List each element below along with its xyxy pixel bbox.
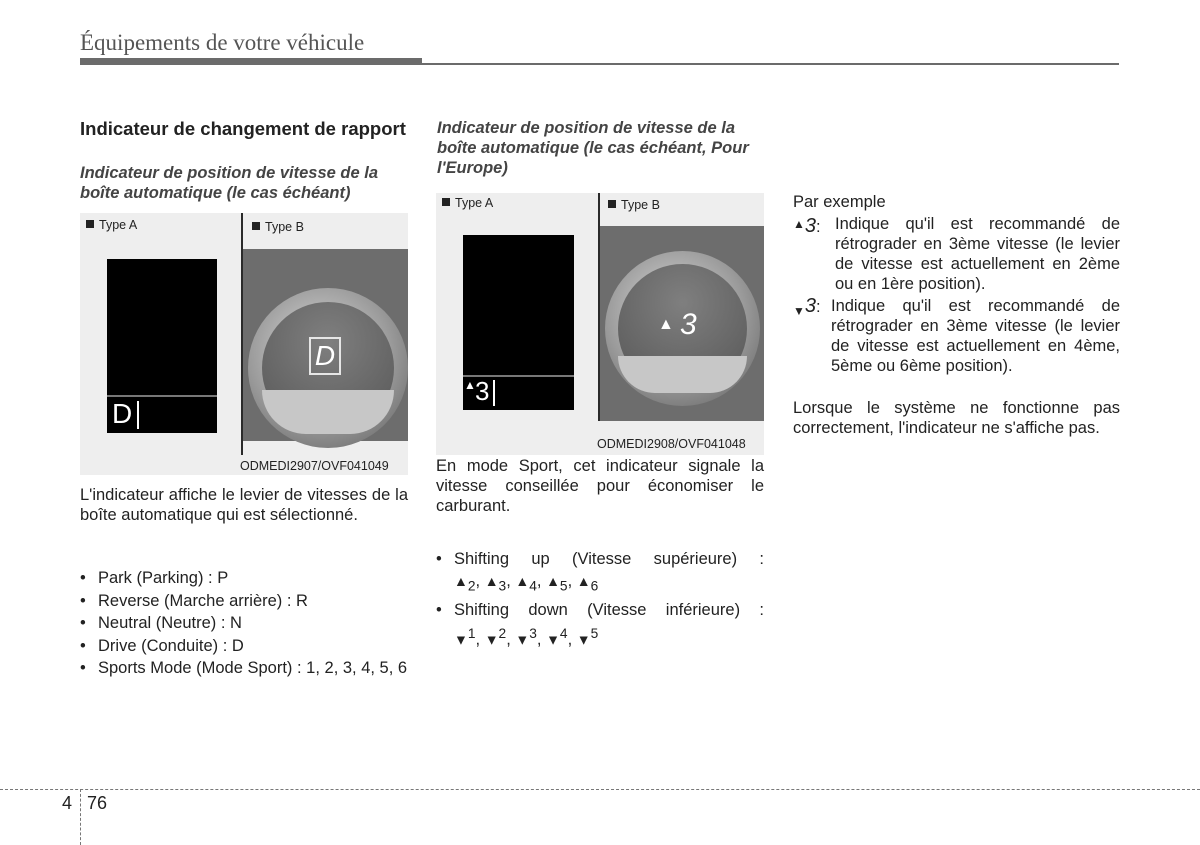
list-item: • Park (Parking) : P xyxy=(80,567,408,590)
lcd-cursor xyxy=(493,380,495,406)
figure-caption: ODMEDI2908/OVF041048 xyxy=(597,437,746,451)
down-shift-icon: ▼3: xyxy=(793,295,821,318)
lcd-display xyxy=(463,235,574,410)
square-bullet-icon xyxy=(608,200,616,208)
example-down-text: Indique qu'il est recommandé de rétrograder en 3ème vitesse (le levier de vitesse est actuellement en 4ème, 5ème ou 6ème position). xyxy=(831,297,1120,375)
down-arrow-icon: ▼ xyxy=(454,631,468,648)
section-heading: Indicateur de changement de rapport xyxy=(80,118,406,139)
square-bullet-icon xyxy=(86,220,94,228)
middle-paragraph: En mode Sport, cet indicateur signale la vitesse conseillée pour économiser le carburant. xyxy=(436,457,764,515)
up-arrow-icon: ▲ xyxy=(658,316,674,333)
shift-down-values: ▼$^1$, ▼$^2$, ▼$^3$, ▼$^4$, ▼$^5$ xyxy=(454,626,599,649)
lcd-cursor xyxy=(137,401,139,429)
page-number: 76 xyxy=(87,793,108,813)
gauge-gear-char: 3 xyxy=(680,308,697,341)
figure-caption: ODMEDI2907/OVF041049 xyxy=(240,459,389,473)
shift-up-item: • Shifting up (Vitesse supérieure) : $▲_2$, $▲_3$, $▲_4$, $▲_5$, $▲_6$ xyxy=(436,549,764,596)
up-arrow-icon: ▲ xyxy=(484,573,499,589)
lcd-separator xyxy=(107,395,217,397)
header-rule-thin xyxy=(422,63,1119,65)
gauge-ring xyxy=(248,288,408,448)
square-bullet-icon xyxy=(442,198,450,206)
header-rule-bold xyxy=(80,58,422,65)
down-arrow-icon: ▼ xyxy=(515,631,530,648)
shift-down-label: Shifting down (Vitesse inférieure) : xyxy=(454,601,764,619)
shift-up-values: $▲_2$, $▲_3$, $▲_4$, $▲_5$, $▲_6$ xyxy=(454,572,599,594)
footer-rule xyxy=(0,789,1200,790)
gauge-ring xyxy=(605,251,760,406)
down-arrow-icon: ▼ xyxy=(576,631,591,648)
shift-down-item: • Shifting down (Vitesse inférieure) : ▼$^1$, ▼$^2$, ▼$^3$, ▼$^4$, ▼$^5$ xyxy=(436,601,764,649)
lcd-display xyxy=(107,259,217,433)
square-bullet-icon xyxy=(252,222,260,230)
gear-list xyxy=(80,567,408,680)
up-shift-icon: ▲3: xyxy=(793,215,821,237)
up-arrow-icon: ▲ xyxy=(464,378,476,392)
example-down-item xyxy=(793,296,1120,376)
middle-subheading: Indicateur de position de vitesse de la boîte automatique (le cas échéant, Pour l'Europe) xyxy=(437,119,749,177)
type-b-label: Type B xyxy=(608,198,660,212)
list-item: • Sports Mode (Mode Sport) : 1, 2, 3, 4, 5, 6 xyxy=(80,657,408,680)
up-arrow-icon: ▲ xyxy=(454,573,468,589)
example-up-item xyxy=(793,214,1120,294)
type-a-label: Type A xyxy=(442,196,493,210)
gauge-lower-arc xyxy=(262,390,394,434)
lcd-gear-char: D xyxy=(112,398,133,429)
gauge-face xyxy=(262,302,394,434)
example-up-text: Indique qu'il est recommandé de rétrograder en 3ème vitesse (le levier de vitesse est actuellement en 2ème ou en 1ère position). xyxy=(835,215,1120,293)
up-arrow-icon: ▲ xyxy=(576,573,591,589)
gauge-gear-char: D xyxy=(314,340,336,371)
footer-divider xyxy=(80,789,81,845)
up-arrow-icon: ▲ xyxy=(546,573,560,589)
example-label: Par exemple xyxy=(793,193,886,211)
gauge-lower-arc xyxy=(618,356,747,393)
right-paragraph: Lorsque le système ne fonctionne pas correctement, l'indicateur ne s'affiche pas. xyxy=(793,399,1120,437)
list-item: • Reverse (Marche arrière) : R xyxy=(80,590,408,613)
page-header-title: Équipements de votre véhicule xyxy=(80,30,365,55)
up-arrow-icon: ▲ xyxy=(515,573,530,589)
figure-middle xyxy=(436,193,764,455)
list-item: • Neutral (Neutre) : N xyxy=(80,612,408,635)
section-number: 4 xyxy=(62,793,73,813)
lcd-gear-char: 3 xyxy=(475,376,490,406)
down-arrow-icon: ▼ xyxy=(546,631,560,648)
left-paragraph: L'indicateur affiche le levier de vitesses de la boîte automatique qui est sélectionné. xyxy=(80,486,408,524)
shift-up-label: Shifting up (Vitesse supérieure) : xyxy=(454,550,764,568)
type-a-label: Type A xyxy=(86,218,137,232)
type-b-label: Type B xyxy=(252,220,304,234)
down-arrow-icon: ▼ xyxy=(484,631,499,648)
list-item: • Drive (Conduite) : D xyxy=(80,635,408,658)
gauge-gear-box xyxy=(309,337,341,375)
section-subheading: Indicateur de position de vitesse de la boîte automatique (le cas échéant) xyxy=(80,164,378,202)
figure-left xyxy=(80,213,408,475)
gauge-face xyxy=(618,264,747,393)
